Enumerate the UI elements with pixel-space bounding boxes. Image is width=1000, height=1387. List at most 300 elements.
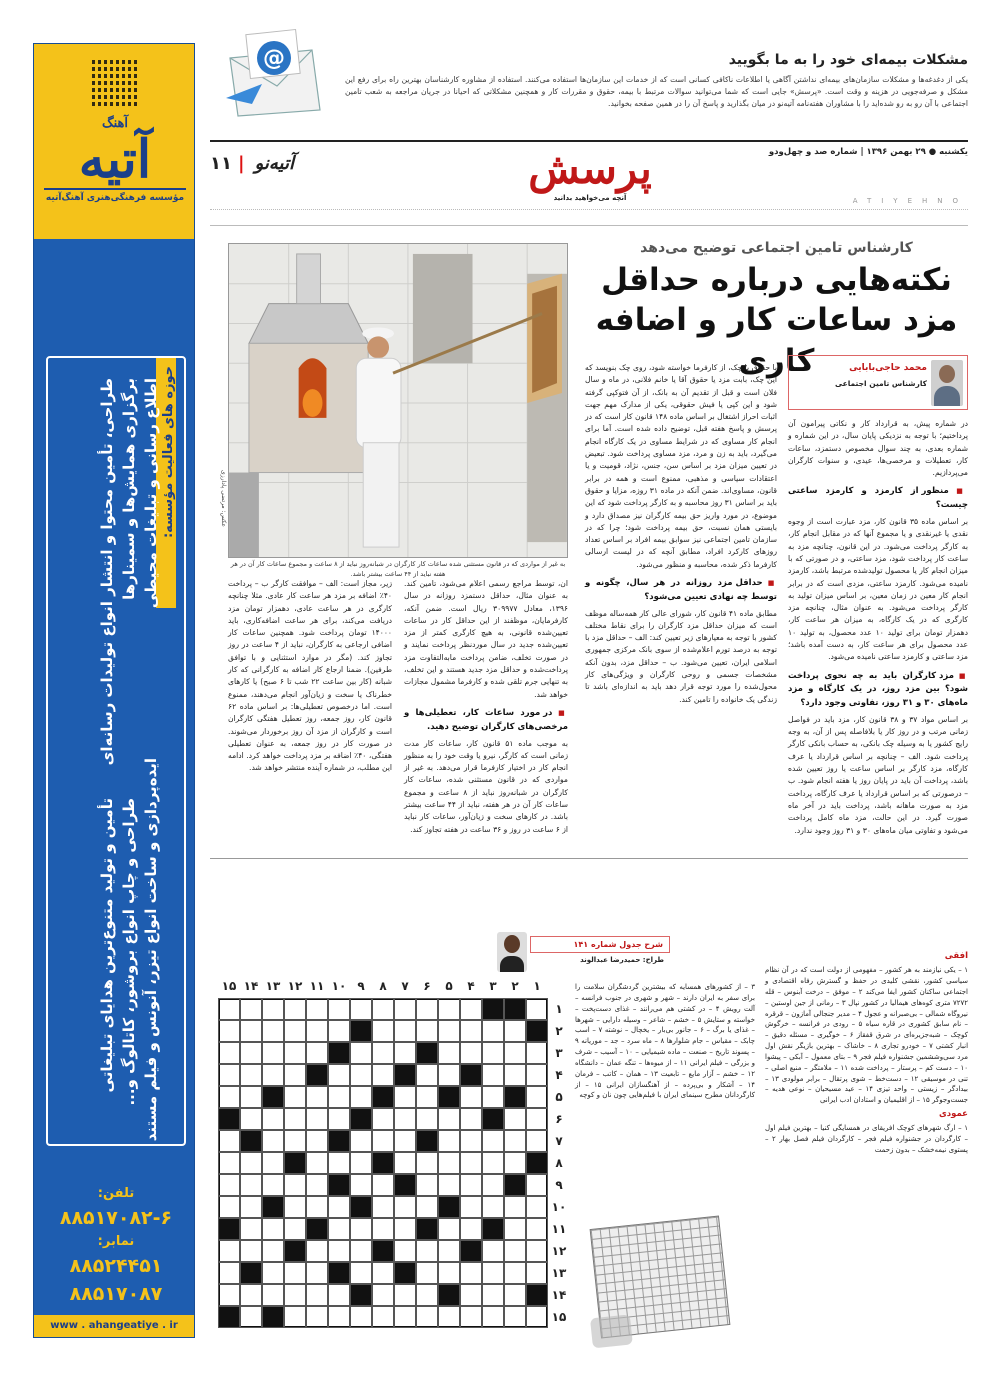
crossword-cell[interactable] [482,1240,504,1262]
crossword-cell[interactable] [416,1108,438,1130]
ad-website[interactable]: www . ahangeatiye . ir [34,1315,194,1337]
crossword-block-cell [394,1064,416,1086]
crossword-cell[interactable] [438,1130,460,1152]
crossword-cell[interactable] [240,1196,262,1218]
crossword-cell[interactable] [394,1218,416,1240]
column-number: ۳ [489,979,497,993]
crossword-cell[interactable] [372,1284,394,1306]
crossword-cell[interactable] [526,1240,548,1262]
crossword-cell[interactable] [394,998,416,1020]
crossword-cell[interactable] [328,1240,350,1262]
crossword-cell[interactable] [482,1196,504,1218]
crossword-cell[interactable] [240,1240,262,1262]
crossword-cell[interactable] [262,1020,284,1042]
answer-paragraph: بر اساس مواد ۳۷ و ۳۸ قانون کار، مزد باید در فواصل زمانی مرتب و در روز کار یا بلافاصله پس از آن، به وجه رایج کشور یا به وسیله چک بانکی، به حساب بانکی کارگر پرداخت شود. الف – چنانچه بر اساس قرارداد یا عرف کارگاه، مزد کارگر بر اساس ساعت یا روز تعیین شده باشد، پرداخت آن باید در پایان روز یا هفته انجام شود. ب – درصورتی که بر اساس قرارداد یا عرف کارگاه، پرداخت مزد به صورت ماهانه باشد، پرداخت باید در آخر ماه صورت گیرد. در این حالت، مزد ماه کامل پرداخت می‌شود و تفاوتی میان ماه‌های ۳۰ و ۳۱ روز وجود ندارد. [788,714,968,835]
crossword-cell[interactable] [218,1064,240,1086]
crossword-cell[interactable] [218,1196,240,1218]
crossword-block-cell [350,1108,372,1130]
crossword-block-cell [306,1064,328,1086]
photo-caption: به غیر از مواردی که در قانون مستثنی شده ساعات کار کارگران در شبانه‌روز نباید از ۸ ساعت و مجموع ساعات کار آن در هر هفته نباید از ۴۴ ساعت بیشتر باشد. [230,560,566,578]
crossword-cell[interactable] [416,1196,438,1218]
crossword-cell[interactable] [416,1086,438,1108]
crossword-cell[interactable] [284,1020,306,1042]
across-heading: افقی [944,951,968,961]
crossword-cell[interactable] [350,1218,372,1240]
crossword-cell[interactable] [394,1042,416,1064]
crossword-cell[interactable] [328,1218,350,1240]
row-number: ۷ [555,1134,563,1148]
crossword-cell[interactable] [482,1152,504,1174]
crossword-cell[interactable] [240,1086,262,1108]
crossword-cell[interactable] [372,1020,394,1042]
crossword-cell[interactable] [240,1218,262,1240]
crossword-cell[interactable] [460,1152,482,1174]
crossword-cell[interactable] [372,1064,394,1086]
crossword-cell[interactable] [460,1262,482,1284]
activity-item: طراحی، تأمین محتوا و انتشار انواع تولیدات رسانه‌ای [98,378,116,766]
crossword-cell[interactable] [350,1240,372,1262]
crossword-cell[interactable] [438,1174,460,1196]
row-number: ۲ [555,1024,563,1038]
crossword-cell[interactable] [262,1042,284,1064]
crossword-cell[interactable] [262,1262,284,1284]
crossword-cell[interactable] [482,1042,504,1064]
crossword-cell[interactable] [416,998,438,1020]
crossword-cell[interactable] [262,1152,284,1174]
designer-avatar [497,932,527,972]
crossword-cell[interactable] [218,1262,240,1284]
crossword-cell[interactable] [460,1086,482,1108]
crossword-cell[interactable] [372,1218,394,1240]
ad-activities-box [46,356,186,1146]
body-paragraph: زیر، مجاز است: الف – موافقت کارگر ب – پرداخت ۴۰٪ اضافه بر مزد هر ساعت کار عادی. مثلا چنانچه کارگری در هر ساعت عادی، دهمزار تومان مزد دریافت می‌کند، برای هر ساعت اضافه‌کاری، باید ۱۴۰۰۰ تومان پرداخت شود. همچنین ساعات کار اضافی ارجاعی به کارگران، نباید از ۴ ساعت در روز تجاوز کند. (مگر در موارد استثنایی و با توافق طرفین). ضمنا ارجاع کار اضافه به کارگرانی که کار شبانه (کار بین ساعت ۲۲ شب تا ۶ صبح) یا کارهای خطرناک یا سخت و زیان‌آور انجام می‌دهند، ممنوع است. اما درخصوص تعطیلی‌ها: بر اساس ماده ۶۲ قانون کار، روز جمعه، روز تعطیل هفتگی کارگران است و کارگران از مزد آن روز برخوردار می‌شوند. در صورت کار در روز جمعه، به عنوان تعطیلی هفتگی، ۴۰٪ اضافه بر مزد پرداخت خواهد کرد. ادامه این مطلب، در شماره آینده منتشر خواهد شد. [228,579,393,773]
crossword-cell[interactable] [526,1306,548,1328]
article-column-3a [404,578,568,850]
crossword-cell[interactable] [262,1130,284,1152]
crossword-row-numbers [548,998,570,1328]
crossword-cell[interactable] [394,1306,416,1328]
crossword-cell[interactable] [284,1130,306,1152]
crossword-cell[interactable] [526,1174,548,1196]
crossword-cell[interactable] [482,1130,504,1152]
crossword-cell[interactable] [394,1240,416,1262]
crossword-cell[interactable] [416,1152,438,1174]
crossword-cell[interactable] [350,1306,372,1328]
crossword-cell[interactable] [306,1262,328,1284]
crossword-clues [765,948,968,1328]
crossword-block-cell [504,1086,526,1108]
crossword-cell[interactable] [460,998,482,1020]
crossword-cell[interactable] [284,1174,306,1196]
column-number: ۷ [401,979,409,993]
column-number: ۱۲ [287,979,303,993]
crossword-block-cell [218,1306,240,1328]
crossword-cell[interactable] [394,1130,416,1152]
crossword-cell[interactable] [526,998,548,1020]
crossword-cell[interactable] [372,1174,394,1196]
crossword-cell[interactable] [350,998,372,1020]
crossword-block-cell [416,1130,438,1152]
row-number: ۱۰ [551,1200,567,1214]
crossword-cell[interactable] [504,1196,526,1218]
crossword-cell[interactable] [328,1064,350,1086]
crossword-title: شرح جدول شماره ۱۴۱ [530,936,670,953]
activity-item: برگزاری همایش‌ها و سمینارها [120,378,138,600]
crossword-cell[interactable] [218,998,240,1020]
crossword-cell[interactable] [460,1196,482,1218]
crossword-block-cell [372,1240,394,1262]
crossword-cell[interactable] [262,998,284,1020]
crossword-cell[interactable] [328,1196,350,1218]
header-intro: یکی از دغدغه‌ها و مشکلات سازمان‌های بیمه‌ای نداشتن آگاهی یا اطلاعات ناکافی کسانی است که از خدمات این سازمان‌ها استفاده می‌کنند. استفاده از مشاوره کارشناسان بهترین راه برای رفع این مشکل و صرفه‌جویی در هزینه و وقت است. «پرسش» جایی است که شما می‌توانید سوالات مرتبط با بیمه، حقوق و مقررات کار و همچنین مشکلاتی که احیانا در جریان مراجعه به شعب تامین اجتماعی با آن رو به رو شده‌اید را با مشاوران هفته‌نامه آتیه‌نو در میان بگذارید و پاسخ آن را در همین صفحه بخوانید. [345,75,968,108]
crossword-cell[interactable] [504,1152,526,1174]
crossword-block-cell [372,1086,394,1108]
crossword-block-cell [482,1218,504,1240]
crossword-block-cell [328,1174,350,1196]
across-clues: ۱ – یکی نیازمند به هر کشور – مفهومی از دولت است که در آن نظام سیاسی کشور، نقشی کلیدی در حفظ و گسترش رفاه اقتصادی و اجتماعی ساکنان کشور ایفا می‌کند ۲ – موفق – درخت آبنوس – قله ۷۲۷۲ متری کوه‌های هیمالیا در کشور نپال ۳ – رمانی از جین اوستین – نیروگاه شمالی – بی‌صبرانه و عجول ۴ – مدیر جنجالی آمازون – قرقره – نام سابق کشوری در قاره سیاه ۵ – رودی در فرانسه – خرگوش کوچک – شبه‌جزیره‌ای در شرق قفقاز ۶ – خوگیری – مسئله دقیق – انبار کشتی ۷ – خودرو تجاری ۸ – خاشاک – بهترین بازیگر نقش اول مرد سی‌وششمین جشنواره فیلم فجر ۹ – بتای معمول – آبکی – پیشوا ۱۰ – دست کم – پرستار – پرداخت شده ۱۱ – ملامتگر – منبع اصلی – تنی در موسیقی ۱۲ – دست‌خط – شوی پرتقال – برابر مولودی ۱۳ – بیدادگر – زیستی – واحد تیزی ۱۴ – عید مسیحیان – نوعی هدیه – جست‌وجوگر ۱۵ – از اقلیمیان و استادان ادب ایرانی [765,966,969,1105]
crossword-block-cell [416,1042,438,1064]
crossword-cell[interactable] [526,1108,548,1130]
crossword-cell[interactable] [218,1130,240,1152]
crossword-cell[interactable] [306,998,328,1020]
crossword-block-cell [218,1108,240,1130]
crossword-cell[interactable] [372,1042,394,1064]
crossword-cell[interactable] [504,1262,526,1284]
phone-number: ۸۸۵۱۷۰۸۲-۶ [59,1206,173,1229]
crossword-cell[interactable] [328,1306,350,1328]
crossword-cell[interactable] [284,1306,306,1328]
crossword-cell[interactable] [482,1086,504,1108]
activity-item: اطلاع رسانی و تبلیغات محیطی [142,378,160,609]
question-heading: ■ حداقل مزد روزانه در هر سال، چگونه و توسط چه نهادی تعیین می‌شود؟ [585,577,777,605]
column-number: ۵ [445,979,453,993]
crossword-cell[interactable] [372,1306,394,1328]
brand-logo: آتیه [78,128,152,190]
crossword-block-cell [460,1240,482,1262]
crossword-cell[interactable] [328,1020,350,1042]
crossword-block-cell [240,1262,262,1284]
article-column-3b [228,578,392,850]
crossword-cell[interactable] [328,1086,350,1108]
crossword-cell[interactable] [416,1262,438,1284]
divider [210,858,968,859]
crossword-cell[interactable] [350,1042,372,1064]
crossword-cell[interactable] [416,1020,438,1042]
crossword-cell[interactable] [284,1218,306,1240]
crossword-cell[interactable] [460,1306,482,1328]
crossword-cell[interactable] [262,1064,284,1086]
crossword-cell[interactable] [240,1020,262,1042]
crossword-cell[interactable] [284,1086,306,1108]
column-number: ۱۰ [331,979,347,993]
crossword-cell[interactable] [306,1086,328,1108]
crossword-cell[interactable] [504,1240,526,1262]
crossword-block-cell [504,998,526,1020]
crossword-cell[interactable] [262,1218,284,1240]
crossword-cell[interactable] [372,1108,394,1130]
qr-code-overlay [92,60,138,106]
crossword-cell[interactable] [240,1042,262,1064]
article-column-3 [228,578,568,850]
crossword-cell[interactable] [284,1262,306,1284]
crossword-cell[interactable] [482,1306,504,1328]
crossword-block-cell [350,1020,372,1042]
crossword-cell[interactable] [504,1218,526,1240]
crossword-cell[interactable] [218,1020,240,1042]
crossword-cell[interactable] [218,1086,240,1108]
crossword-cell[interactable] [504,1042,526,1064]
crossword-cell[interactable] [394,1284,416,1306]
author-box [788,355,968,410]
crossword-cell[interactable] [350,1064,372,1086]
crossword-cell[interactable] [284,998,306,1020]
crossword-cell[interactable] [460,1284,482,1306]
crossword-cell[interactable] [460,1108,482,1130]
crossword-cell[interactable] [306,1284,328,1306]
crossword-cell[interactable] [372,1130,394,1152]
down-heading: عمودی [939,1109,968,1120]
fax-label: نمابر: [97,1234,135,1249]
crossword-cell[interactable] [240,1152,262,1174]
crossword-cell[interactable] [262,1240,284,1262]
crossword-cell[interactable] [482,1284,504,1306]
crossword-cell[interactable] [350,1174,372,1196]
crossword-cell[interactable] [460,1218,482,1240]
crossword-cell[interactable] [218,1284,240,1306]
article-column-1 [788,418,968,850]
crossword-cell[interactable] [394,1020,416,1042]
crossword-cell[interactable] [394,1108,416,1130]
crossword-cell[interactable] [284,1108,306,1130]
crossword-cell[interactable] [526,1042,548,1064]
divider [210,225,968,226]
crossword-cell[interactable] [438,1064,460,1086]
crossword-block-cell [262,1086,284,1108]
crossword-cell[interactable] [218,1174,240,1196]
crossword-column-numbers [218,977,548,995]
crossword-cell[interactable] [306,1240,328,1262]
crossword-cell[interactable] [394,1152,416,1174]
answer-paragraph: به موجب ماده ۵۱ قانون کار، ساعات کار مدت زمانی است که کارگر، نیرو یا وقت خود را به منظور انجام کار در اختیار کارفرما قرار می‌دهد. به غیر از مواردی که در قانون مستثنی شده، ساعات کار کارگران در شبانه‌روز نباید از ۸ ساعت و مجموع ساعات کار آن در هر هفته، نباید از ۴۴ ساعت بیشتر باشد. در کارهای سخت و زیان‌آور، ساعات کار نباید از ۶ ساعت در روز و ۳۶ ساعت در هفته تجاوز کند. [404,738,568,834]
crossword-cell[interactable] [218,1152,240,1174]
clues-text: ۳ – از کشورهای همسایه که بیشترین گردشگران سلامت را برای سفر به ایران دارند – شهر و شهری در جنوب فرانسه – آلت رویش ۴ – در کشتی هم می‌رانند – غذای دست‌پخت – خواسته و ستایش ۵ – خشم – شاعر – وسیله دارایی – شهرها – غذای یا برگ – ۶ – جانور بی‌بار – یخچال – نوشته ۷ – اسب چابک – مقیاس – جام شلوارها ۸ – ماه سرد – جد – موریانه ۹ – پسوند تاریخ – صنعت – ماده شیمیایی – ۱۰ – آسیب – شرف و بزرگی – فیلم ایرانی ۱۱ – از میوه‌ها – تنگه عمان – دانشگاه ۱۲ – خشم – آزار مایع – تابعیت ۱۳ – همان – کاتب – فرمان ۱۴ – آشکار و بی‌پرده – از آهنگسازان ایرانی ۱۵ – از کارگردانان مطرح سینمای ایران با فیلم‌هایی چون نان و کوچه [575,983,755,1100]
down-clues: ۱ – ارگ شهرهای کوچک افریقای در همسایگی کنیا – بهترین فیلم اول – کارگردان در جشنواره فیلم فجر – کارگردان فیلم فصل بهار ۲ – پستوی نیمه‌خشک – بدون زحمت [765,1124,968,1154]
fax-number-2: ۸۸۵۱۷۰۸۷ [69,1283,163,1305]
divider [210,140,968,142]
crossword-cell[interactable] [306,1174,328,1196]
crossword-cell[interactable] [240,1108,262,1130]
crossword-cell[interactable] [526,1064,548,1086]
crossword-cell[interactable] [350,1130,372,1152]
crossword-block-cell [262,1196,284,1218]
crossword-cell[interactable] [482,1020,504,1042]
crossword-cell[interactable] [372,1262,394,1284]
crossword-cell[interactable] [416,1064,438,1086]
crossword-block-cell [328,1130,350,1152]
question-heading: ■ مزد کارگران باید به چه نحوی پرداخت شود؟ بین مزد روز، در یک کارگاه و مزد ماه‌های ۳۰ و ۳۱ روز، تفاوتی وجود دارد؟ [788,670,968,711]
crossword-cell[interactable] [482,1174,504,1196]
crossword-cell[interactable] [306,1020,328,1042]
crossword-cell[interactable] [504,1064,526,1086]
crossword-cell[interactable] [218,1042,240,1064]
crossword-block-cell [416,1218,438,1240]
crossword-cell[interactable] [482,1262,504,1284]
row-number: ۹ [555,1178,563,1192]
crossword-cell[interactable] [526,1130,548,1152]
crossword-cell[interactable] [438,1042,460,1064]
crossword-cell[interactable] [504,1020,526,1042]
svg-text:@: @ [263,46,285,71]
crossword-cell[interactable] [504,1284,526,1306]
crossword-cell[interactable] [350,1086,372,1108]
ad-brand [44,114,186,205]
author-avatar [931,360,963,406]
crossword-block-cell [328,1262,350,1284]
crossword-cell[interactable] [504,1306,526,1328]
crossword-cell[interactable] [218,1240,240,1262]
crossword-cell[interactable] [350,1152,372,1174]
crossword-cell[interactable] [262,1284,284,1306]
crossword-cell[interactable] [526,1262,548,1284]
crossword-cell[interactable] [240,1064,262,1086]
crossword-cell[interactable] [240,1306,262,1328]
crossword-cell[interactable] [328,1108,350,1130]
crossword-cell[interactable] [438,1218,460,1240]
crossword-cell[interactable] [460,1130,482,1152]
activities-title: حوزه های فعالیت مؤسسه: [161,366,176,539]
question-heading: ■ در مورد ساعات کار، تعطیلی‌ها و مرخصی‌های کارگران توضیح دهید. [404,707,568,735]
crossword-cell[interactable] [438,1108,460,1130]
ad-contact [46,1184,186,1309]
ad-strip [33,43,195,1338]
crossword-cell[interactable] [328,998,350,1020]
crossword-cell[interactable] [416,1306,438,1328]
crossword-cell[interactable] [438,1152,460,1174]
crossword-cell[interactable] [240,1284,262,1306]
brand-subtitle: مؤسسه فرهنگی‌هنری آهنگ‌آتیه [44,188,186,206]
separator: | [237,153,245,174]
crossword-cell[interactable] [240,998,262,1020]
crossword-cell[interactable] [438,1020,460,1042]
crossword-grid [218,998,548,1328]
crossword-designer: طراح: حمیدرضا عبدالوند [580,956,664,964]
question-heading: ■ منظور از کارمزد و کارمزد ساعتی چیست؟ [788,485,968,513]
row-number: ۱۳ [551,1266,567,1280]
crossword-cell[interactable] [306,1306,328,1328]
crossword-clues-continued [575,982,755,1227]
article-intro: در شماره پیش، به قرارداد کار و نکاتی پیرامون آن پرداختیم؛ با توجه به نزدیکی پایان سال، در این شماره و شماره بعدی، به چند سوال مخصوص دستمزد، ساعات کار، تعطیلات و مرخصی‌ها، عیدی، و سنوات کارگران می‌پردازیم. [788,419,968,478]
crossword-cell[interactable] [306,1196,328,1218]
article-kicker: کارشناس تامین اجتماعی توضیح می‌دهد [640,240,913,256]
crossword-block-cell [394,1174,416,1196]
row-number: ۴ [555,1068,563,1082]
row-number: ۶ [555,1112,563,1126]
crossword-block-cell [262,1306,284,1328]
paper-name: آتیه‌نو [254,153,294,174]
answer-paragraph: مطابق ماده ۴۱ قانون کار، شورای عالی کار همه‌ساله موظف است که میزان حداقل مزد کارگران را برای نقاط مختلف کشور با توجه به معیارهای زیر تعیین کند: الف – حداقل مزد با توجه به درصد تورم اعلام‌شده از سوی بانک مرکزی جمهوری اسلامی ایران، تعیین می‌شود. ب – حداقل مزد، بدون آنکه مشخصات جسمی و روحی کارگران و ویژگی‌های کار محول‌شده را مورد توجه قرار دهد باید به اندازه‌ای باشد تا زندگی یک خانواده را تامین کند. [585,608,777,704]
article-headline: نکته‌هایی درباره حداقل مزد ساعات کار و اضافه کاری [595,262,958,379]
crossword-cell[interactable] [350,1262,372,1284]
column-number: ۱۱ [309,979,325,993]
crossword-block-cell [438,1086,460,1108]
crossword-cell[interactable] [284,1284,306,1306]
crossword-cell[interactable] [328,1152,350,1174]
body-paragraph: با حقوق یا چک، از کارفرما خواسته شود، روی چک بنویسد که این چک، بابت مزد یا حقوق آقا یا خانم فلانی، در ماه و سال فلان است و قبل از تقدیم آن به بانک، از آن فتوکپی گرفته شود و این کپی یا فیش حقوقی، یکی از مدارک مهم جهت اثبات احراز اشتغال بر اساس ماده ۱۴۸ قانون کار است که در پرسش و پاسخ هفته قبل، توضیح داده شده است. آما برای انجام کار مساوی که در شرایط مساوی در یک کارگاه انجام می‌گیرد، باید به زن و مرد، مزد مساوی پرداخت شود. تبعیض در تعیین میزان مزد بر اساس سن، جنس، نژاد، قومیت و یا اعتقادات سیاسی و مذهبی، ممنوع است و همه در برابر قانون، مساوی‌اند. ضمن آنکه در ماده ۳۱ روزه، مزایا و حقوق باید بر اساس ۳۱ روز محاسبه و به کارگر پرداخت شود که این موضوع، در مورد واریز حق بیمه کارگران نیز مصداق دارد و بایستی همان نسبت، حق بیمه پرداخت شود؛ چرا که در سازمان تامین اجتماعی نیز سوابق بیمه افراد بر اساس تعداد روزهای کارکرد افراد، مطابق آنچه که در لیست ارسالی کارفرما ذکر شده، محاسبه و منظور می‌شود. [585,363,778,569]
row-number: ۱۲ [551,1244,567,1258]
crossword-cell[interactable] [284,1064,306,1086]
crossword-cell[interactable] [526,1086,548,1108]
crossword-cell[interactable] [240,1174,262,1196]
crossword-block-cell [526,1284,548,1306]
crossword-cell[interactable] [504,1108,526,1130]
crossword-cell[interactable] [416,1174,438,1196]
answer-paragraph: بر اساس ماده ۳۵ قانون کار، مزد عبارت است از وجوه نقدی یا غیرنقدی و یا مجموع آنها که در مقابل انجام کار، به کارگر پرداخت می‌شود. در این قانون، چنانچه مزد به ساعت کار پرداخت شود، مزد ساعتی، و در صورتی که با میزان انجام کار یا محصول تولیدشده مرتبط باشد، کارمزد نامیده می‌شود. کارمزد ساعتی، مزدی است که در برابر انجام کار معین در زمان معین، بر اساس میزان تولید به کارگر پرداخت می‌شود. به عنوان مثال، چنانچه مزد کارگری که در یک کارگاه، به میزان هر ساعت کار، دهمزار تومان برای تولید ۱۰ عدد محصول، به تولید ۱۰ عدد محصول برای هر ساعت کار، به دست آمده باشد؛ مزد ساعتی و کارمزد ساعتی نامیده می‌شود. [788,517,969,662]
crossword-cell[interactable] [306,1108,328,1130]
crossword-cell[interactable] [372,1196,394,1218]
crossword-cell[interactable] [460,1020,482,1042]
previous-crossword-solution [590,1216,731,1339]
crossword-block-cell [328,1042,350,1064]
crossword-cell[interactable] [306,1152,328,1174]
column-number: ۱۵ [221,979,237,993]
crossword-cell[interactable] [460,1174,482,1196]
bakery-photo [228,243,568,558]
crossword-cell[interactable] [284,1042,306,1064]
column-number: ۱۳ [265,979,281,993]
activity-item: تأمین و تولید متنوع‌ترین هدایای تبلیغاتی [98,798,116,1093]
crossword-cell[interactable] [526,1196,548,1218]
crossword-block-cell [350,1196,372,1218]
crossword-cell[interactable] [482,1064,504,1086]
crossword-cell[interactable] [438,1306,460,1328]
crossword-block-cell [284,1152,306,1174]
crossword-cell[interactable] [394,1196,416,1218]
column-number: ۶ [423,979,431,993]
crossword-cell[interactable] [460,1042,482,1064]
crossword-cell[interactable] [306,1130,328,1152]
crossword-cell[interactable] [372,998,394,1020]
crossword-block-cell [240,1130,262,1152]
crossword-cell[interactable] [306,1042,328,1064]
crossword-cell[interactable] [416,1284,438,1306]
crossword-block-cell [482,998,504,1020]
header-title: مشکلات بیمه‌ای خود را به ما بگویید [728,52,968,68]
crossword-block-cell [306,1218,328,1240]
brand-small: آهنگ [101,116,129,131]
crossword-block-cell [438,1284,460,1306]
row-number: ۳ [555,1046,563,1060]
crossword-cell[interactable] [284,1196,306,1218]
author-name: محمد حاجی‌بابایی [849,363,927,373]
crossword-cell[interactable] [526,1218,548,1240]
crossword-cell[interactable] [262,1174,284,1196]
crossword-cell[interactable] [262,1108,284,1130]
row-number: ۸ [555,1156,563,1170]
issue-date: یکشنبه ● ۲۹ بهمن ۱۳۹۶ | شماره صد و چهل‌ودو [768,147,968,157]
crossword-cell[interactable] [416,1240,438,1262]
crossword-cell[interactable] [438,1240,460,1262]
crossword-block-cell [218,1218,240,1240]
column-number: ۱ [533,979,541,993]
column-number: ۲ [511,979,519,993]
crossword-cell[interactable] [328,1284,350,1306]
crossword-cell[interactable] [504,1130,526,1152]
crossword-cell[interactable] [438,998,460,1020]
crossword-block-cell [482,1108,504,1130]
crossword-cell[interactable] [438,1262,460,1284]
crossword-block-cell [504,1174,526,1196]
crossword-cell[interactable] [394,1086,416,1108]
